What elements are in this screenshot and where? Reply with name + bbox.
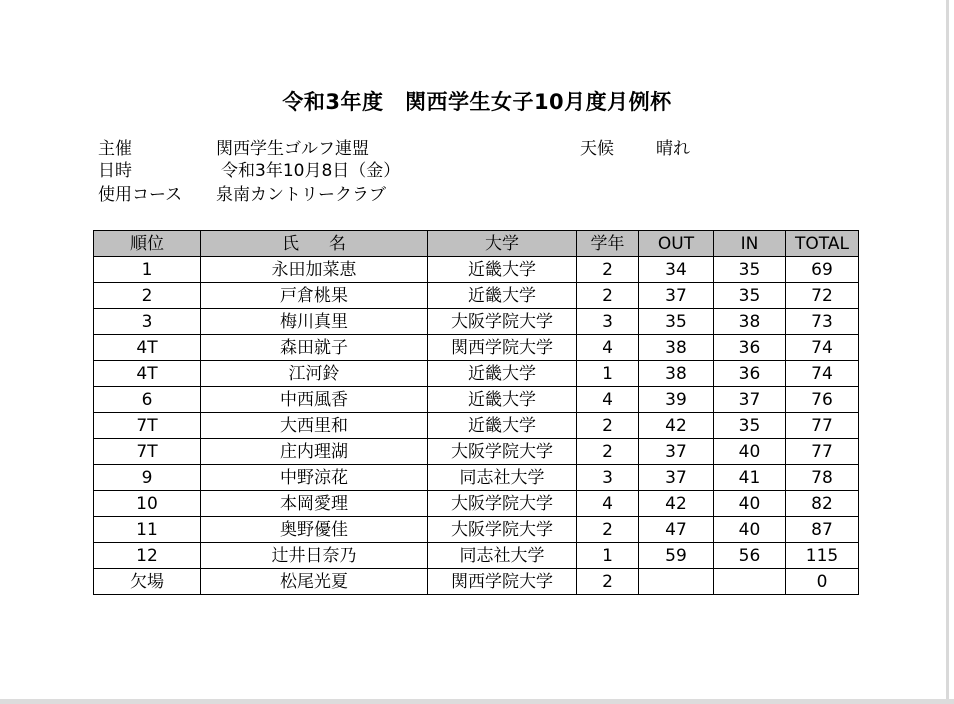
- date-label: 日時: [98, 161, 132, 181]
- organizer-row: [98, 138, 369, 160]
- header-rank: 順位: [94, 231, 201, 257]
- weather-row: [580, 138, 690, 160]
- cell-name: 中野涼花: [201, 465, 428, 491]
- cell-rank: 4T: [94, 335, 201, 361]
- cell-total: 82: [786, 491, 859, 517]
- cell-rank: 9: [94, 465, 201, 491]
- table-row: [94, 413, 859, 439]
- cell-year: 1: [577, 543, 639, 569]
- table-row: [94, 439, 859, 465]
- cell-in: 40: [714, 439, 786, 465]
- cell-name: 中西風香: [201, 387, 428, 413]
- cell-total: 0: [786, 569, 859, 595]
- cell-univ: 関西学院大学: [428, 569, 577, 595]
- cell-total: 69: [786, 257, 859, 283]
- cell-total: 73: [786, 309, 859, 335]
- organizer-value: 関西学生ゴルフ連盟: [216, 139, 369, 159]
- cell-out: 38: [639, 361, 714, 387]
- cell-univ: 近畿大学: [428, 361, 577, 387]
- cell-univ: 近畿大学: [428, 387, 577, 413]
- header-name-family: 氏: [282, 233, 299, 254]
- cell-univ: 大阪学院大学: [428, 491, 577, 517]
- cell-total: 72: [786, 283, 859, 309]
- cell-in: 40: [714, 517, 786, 543]
- cell-name: 森田就子: [201, 335, 428, 361]
- cell-name: 松尾光夏: [201, 569, 428, 595]
- table-row: [94, 517, 859, 543]
- cell-year: 2: [577, 439, 639, 465]
- date-value: 令和3年10月8日（金）: [221, 161, 401, 181]
- table-row: [94, 543, 859, 569]
- cell-year: 4: [577, 491, 639, 517]
- cell-year: 1: [577, 361, 639, 387]
- table-row: [94, 335, 859, 361]
- table-row: [94, 491, 859, 517]
- cell-name: 本岡愛理: [201, 491, 428, 517]
- cell-univ: 大阪学院大学: [428, 517, 577, 543]
- cell-in: 36: [714, 335, 786, 361]
- cell-rank: 1: [94, 257, 201, 283]
- cell-univ: 近畿大学: [428, 283, 577, 309]
- table-row: [94, 569, 859, 595]
- table-row: [94, 465, 859, 491]
- cell-year: 2: [577, 517, 639, 543]
- cell-out: 38: [639, 335, 714, 361]
- cell-year: 4: [577, 335, 639, 361]
- cell-total: 76: [786, 387, 859, 413]
- cell-out: 37: [639, 283, 714, 309]
- page-bottom-edge: [0, 699, 954, 704]
- cell-rank: 2: [94, 283, 201, 309]
- header-name: [201, 231, 428, 257]
- header-total: TOTAL: [786, 231, 859, 257]
- course-label: 使用コース: [98, 185, 183, 205]
- cell-name: 戸倉桃果: [201, 283, 428, 309]
- cell-name: 永田加菜恵: [201, 257, 428, 283]
- cell-out: 42: [639, 413, 714, 439]
- cell-in: 35: [714, 283, 786, 309]
- cell-rank: 10: [94, 491, 201, 517]
- organizer-label: 主催: [98, 139, 132, 159]
- cell-year: 2: [577, 283, 639, 309]
- cell-total: 87: [786, 517, 859, 543]
- cell-univ: 関西学院大学: [428, 335, 577, 361]
- cell-year: 2: [577, 257, 639, 283]
- cell-total: 77: [786, 439, 859, 465]
- table-row: [94, 361, 859, 387]
- cell-univ: 近畿大学: [428, 413, 577, 439]
- cell-total: 74: [786, 361, 859, 387]
- header-univ: 大学: [428, 231, 577, 257]
- table-row: [94, 309, 859, 335]
- cell-name: 奥野優佳: [201, 517, 428, 543]
- course-value: 泉南カントリークラブ: [216, 185, 386, 205]
- cell-year: 2: [577, 569, 639, 595]
- cell-name: 江河鈴: [201, 361, 428, 387]
- cell-in: 40: [714, 491, 786, 517]
- table-row: [94, 257, 859, 283]
- cell-rank: 3: [94, 309, 201, 335]
- cell-in: 36: [714, 361, 786, 387]
- cell-name: 大西里和: [201, 413, 428, 439]
- cell-year: 4: [577, 387, 639, 413]
- cell-total: 78: [786, 465, 859, 491]
- cell-total: 77: [786, 413, 859, 439]
- table-header-row: [94, 231, 859, 257]
- cell-total: 115: [786, 543, 859, 569]
- cell-in: [714, 569, 786, 595]
- cell-out: 59: [639, 543, 714, 569]
- date-row: [98, 160, 400, 182]
- cell-out: 35: [639, 309, 714, 335]
- cell-out: 47: [639, 517, 714, 543]
- header-name-given: 名: [329, 233, 346, 254]
- header-year: 学年: [577, 231, 639, 257]
- cell-out: 42: [639, 491, 714, 517]
- cell-rank: 4T: [94, 361, 201, 387]
- cell-out: 34: [639, 257, 714, 283]
- cell-year: 3: [577, 309, 639, 335]
- cell-rank: 11: [94, 517, 201, 543]
- cell-in: 38: [714, 309, 786, 335]
- course-row: [98, 184, 386, 206]
- cell-rank: 6: [94, 387, 201, 413]
- header-out: OUT: [639, 231, 714, 257]
- cell-year: 2: [577, 413, 639, 439]
- cell-univ: 大阪学院大学: [428, 439, 577, 465]
- cell-in: 41: [714, 465, 786, 491]
- cell-out: [639, 569, 714, 595]
- cell-in: 37: [714, 387, 786, 413]
- cell-out: 37: [639, 465, 714, 491]
- cell-univ: 近畿大学: [428, 257, 577, 283]
- cell-univ: 大阪学院大学: [428, 309, 577, 335]
- weather-label: 天候: [580, 139, 614, 159]
- cell-total: 74: [786, 335, 859, 361]
- cell-rank: 7T: [94, 439, 201, 465]
- cell-in: 56: [714, 543, 786, 569]
- table-row: [94, 283, 859, 309]
- cell-rank: 7T: [94, 413, 201, 439]
- cell-univ: 同志社大学: [428, 465, 577, 491]
- cell-year: 3: [577, 465, 639, 491]
- cell-name: 辻井日奈乃: [201, 543, 428, 569]
- table-row: [94, 387, 859, 413]
- header-in: IN: [714, 231, 786, 257]
- cell-rank: 欠場: [94, 569, 201, 595]
- cell-rank: 12: [94, 543, 201, 569]
- cell-in: 35: [714, 413, 786, 439]
- cell-univ: 同志社大学: [428, 543, 577, 569]
- document-title: 令和3年度 関西学生女子10月度月例杯: [282, 90, 672, 114]
- cell-name: 庄内理湖: [201, 439, 428, 465]
- weather-value: 晴れ: [656, 139, 690, 159]
- table-body: [94, 257, 859, 595]
- cell-name: 梅川真里: [201, 309, 428, 335]
- cell-out: 37: [639, 439, 714, 465]
- cell-out: 39: [639, 387, 714, 413]
- results-table: [93, 230, 859, 595]
- cell-in: 35: [714, 257, 786, 283]
- page-right-edge: [946, 0, 949, 704]
